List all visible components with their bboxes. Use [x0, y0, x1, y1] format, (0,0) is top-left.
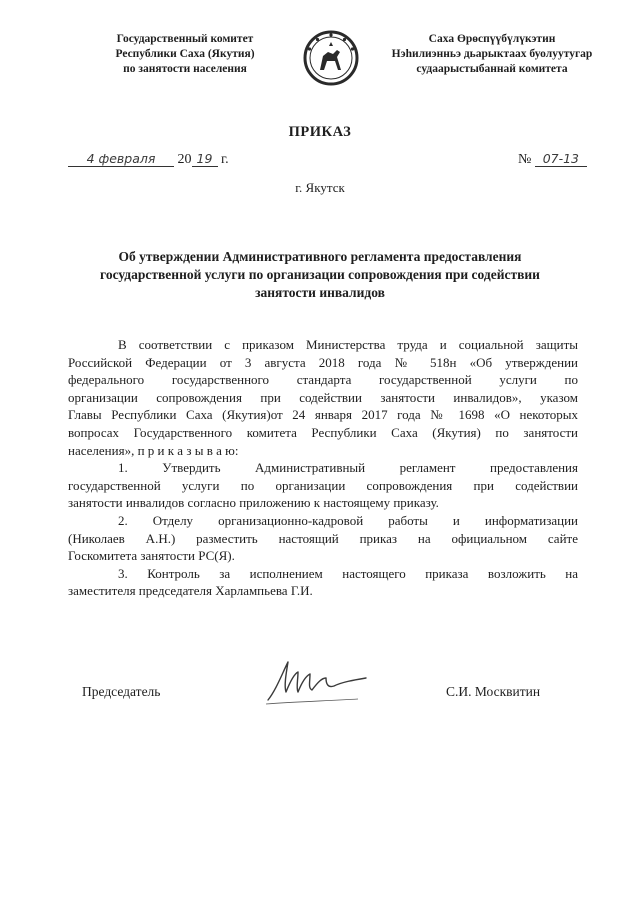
item-1-line: государственной услуги по организации сопровождения при содействии — [68, 477, 578, 493]
date-line — [68, 152, 229, 168]
body-line: федерального государственного стандарта государственной услуги по — [68, 372, 578, 388]
body-line: Российской Федерации от 3 августа 2018 года № 518н «Об утверждении — [68, 354, 578, 370]
item-3-line: 3. Контроль за исполнением настоящего приказа возложить на — [118, 565, 578, 581]
signatory-name: С.И. Москвитин — [446, 684, 541, 699]
order-body — [68, 336, 578, 600]
order-number — [518, 152, 587, 168]
date-year-suffix: 19 — [192, 152, 218, 167]
header-right-line: судаарыстыбаннай комитета — [416, 63, 568, 75]
body-line: организации сопровождения при содействии занятости инвалидов», указом — [68, 389, 578, 405]
subject-line: занятости инвалидов — [255, 285, 385, 300]
subject-line: государственной услуги по организации сопровождения при содействии — [100, 267, 540, 282]
header-left-line: по занятости населения — [123, 63, 247, 75]
city: г. Якутск — [295, 180, 345, 195]
item-3-line: заместителя председателя Харлампьева Г.И. — [68, 583, 313, 599]
header-right-line: Саха Өрөспүүбүлүкэтин — [428, 33, 556, 45]
subject-line: Об утверждении Административного регламента предоставления — [118, 249, 522, 264]
item-1-line: 1. Утвердить Административный регламент предоставления — [118, 460, 578, 476]
number-prefix: № — [518, 152, 532, 167]
header-left-line: Республики Саха (Якутия) — [115, 48, 255, 60]
item-2-line: 2. Отделу организационно-кадровой работы и информатизации — [118, 512, 578, 528]
signatory-role: Председатель — [82, 684, 161, 699]
header-left-line: Государственный комитет — [116, 33, 254, 45]
body-line: населения», п р и к а з ы в а ю: — [68, 442, 239, 458]
date-suffix: г. — [221, 152, 229, 167]
coat-of-arms-emblem — [303, 30, 359, 86]
item-1-line: занятости инвалидов согласно приложению к настоящему приказу. — [68, 495, 439, 511]
header-right-line: Нэһилиэнньэ дьарыктаах буолуутугар — [391, 48, 593, 60]
number-value: 07-13 — [535, 152, 587, 167]
item-2-line: Госкомитета занятости РС(Я). — [68, 548, 235, 564]
header-left-block — [70, 32, 300, 77]
header-right-block — [362, 32, 622, 77]
item-2-line: (Николаев А.Н.) разместить настоящий приказ на официальном сайте — [68, 530, 578, 546]
document-title: ПРИКАЗ — [288, 124, 352, 140]
date-year-prefix: 20 — [177, 152, 192, 167]
date-day-month: 4 февраля — [68, 152, 174, 167]
body-line: вопросах Государственного комитета Республики Саха (Якутия) по занятости — [68, 424, 578, 440]
handwritten-signature — [262, 652, 372, 708]
body-line: В соответствии с приказом Министерства труда и социальной защиты — [118, 337, 578, 352]
body-line: Главы Республики Саха (Якутия)от 24 января 2017 года № 1698 «О некоторых — [68, 407, 578, 423]
order-subject — [70, 248, 570, 302]
